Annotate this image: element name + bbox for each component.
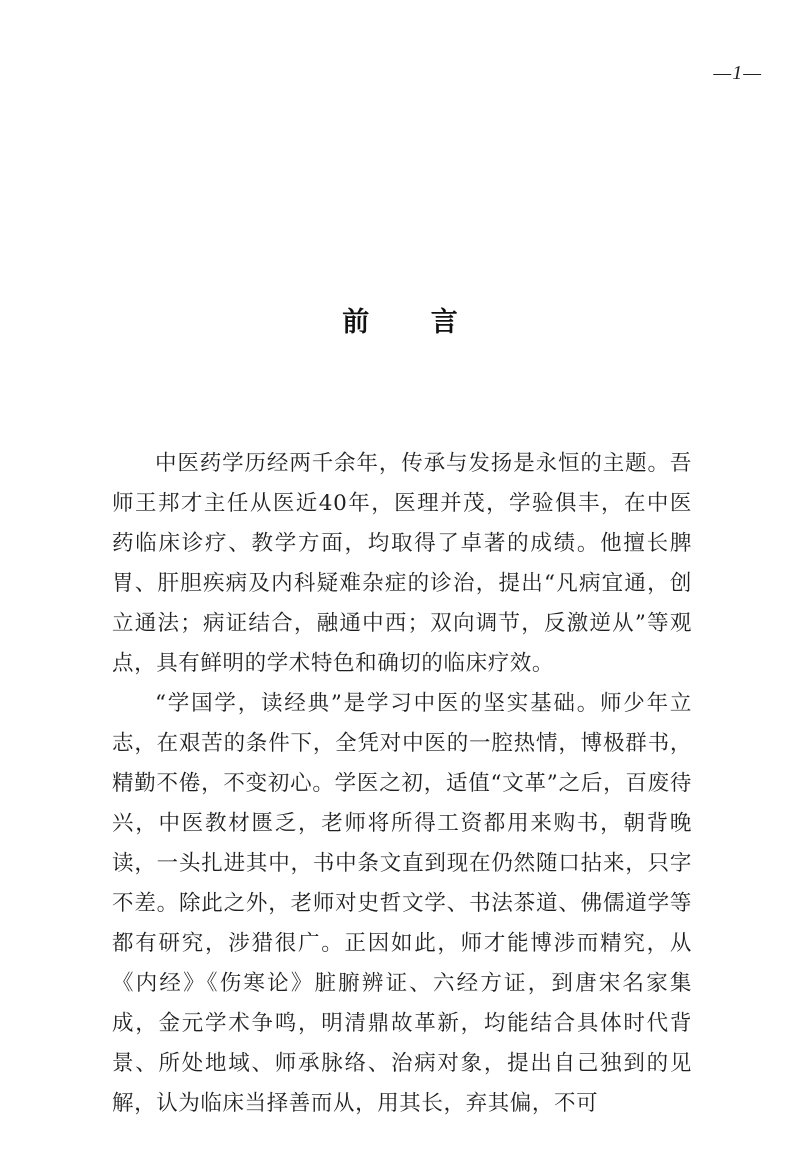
page-number: —1— — [713, 62, 762, 84]
chapter-title: 前 言 — [342, 307, 484, 338]
paragraph: “学国学，读经典”是学习中医的坚实基础。师少年立志，在艰苦的条件下，全凭对中医的一腔热情，博极群书，精勤不倦，不变初心。学医之初，适值“文革”之后，百废待兴，中医教材匮乏，老师将所得工资都用来购书，朝背晚读，一头扎进其中，书中条文直到现在仍然随口拈来，只字不差。除此之外，老师对史哲文学、书法茶道、佛儒道学等都有研究，涉猎很广。正因如此，师才能博涉而精究，从《内经》《伤寒论》脏腑辨证、六经方证，到唐宋名家集成，金元学术争鸣，明清鼎故革新，均能结合具体时代背景、所处地域、师承脉络、治病对象，提出自己独到的见解，认为临床当择善而从，用其长，弃其偏，不可 — [112, 691, 692, 1116]
body-text — [112, 444, 692, 1124]
paragraph: 中医药学历经两千余年，传承与发扬是永恒的主题。吾师王邦才主任从医近40年，医理并茂，学验俱丰，在中医药临床诊疗、教学方面，均取得了卓著的成绩。他擅长脾胃、肝胆疾病及内科疑难杂症的诊治，提出“凡病宜通，创立通法；病证结合，融通中西；双向调节，反激逆从”等观点，具有鲜明的学术特色和确切的临床疗效。 — [112, 451, 692, 676]
